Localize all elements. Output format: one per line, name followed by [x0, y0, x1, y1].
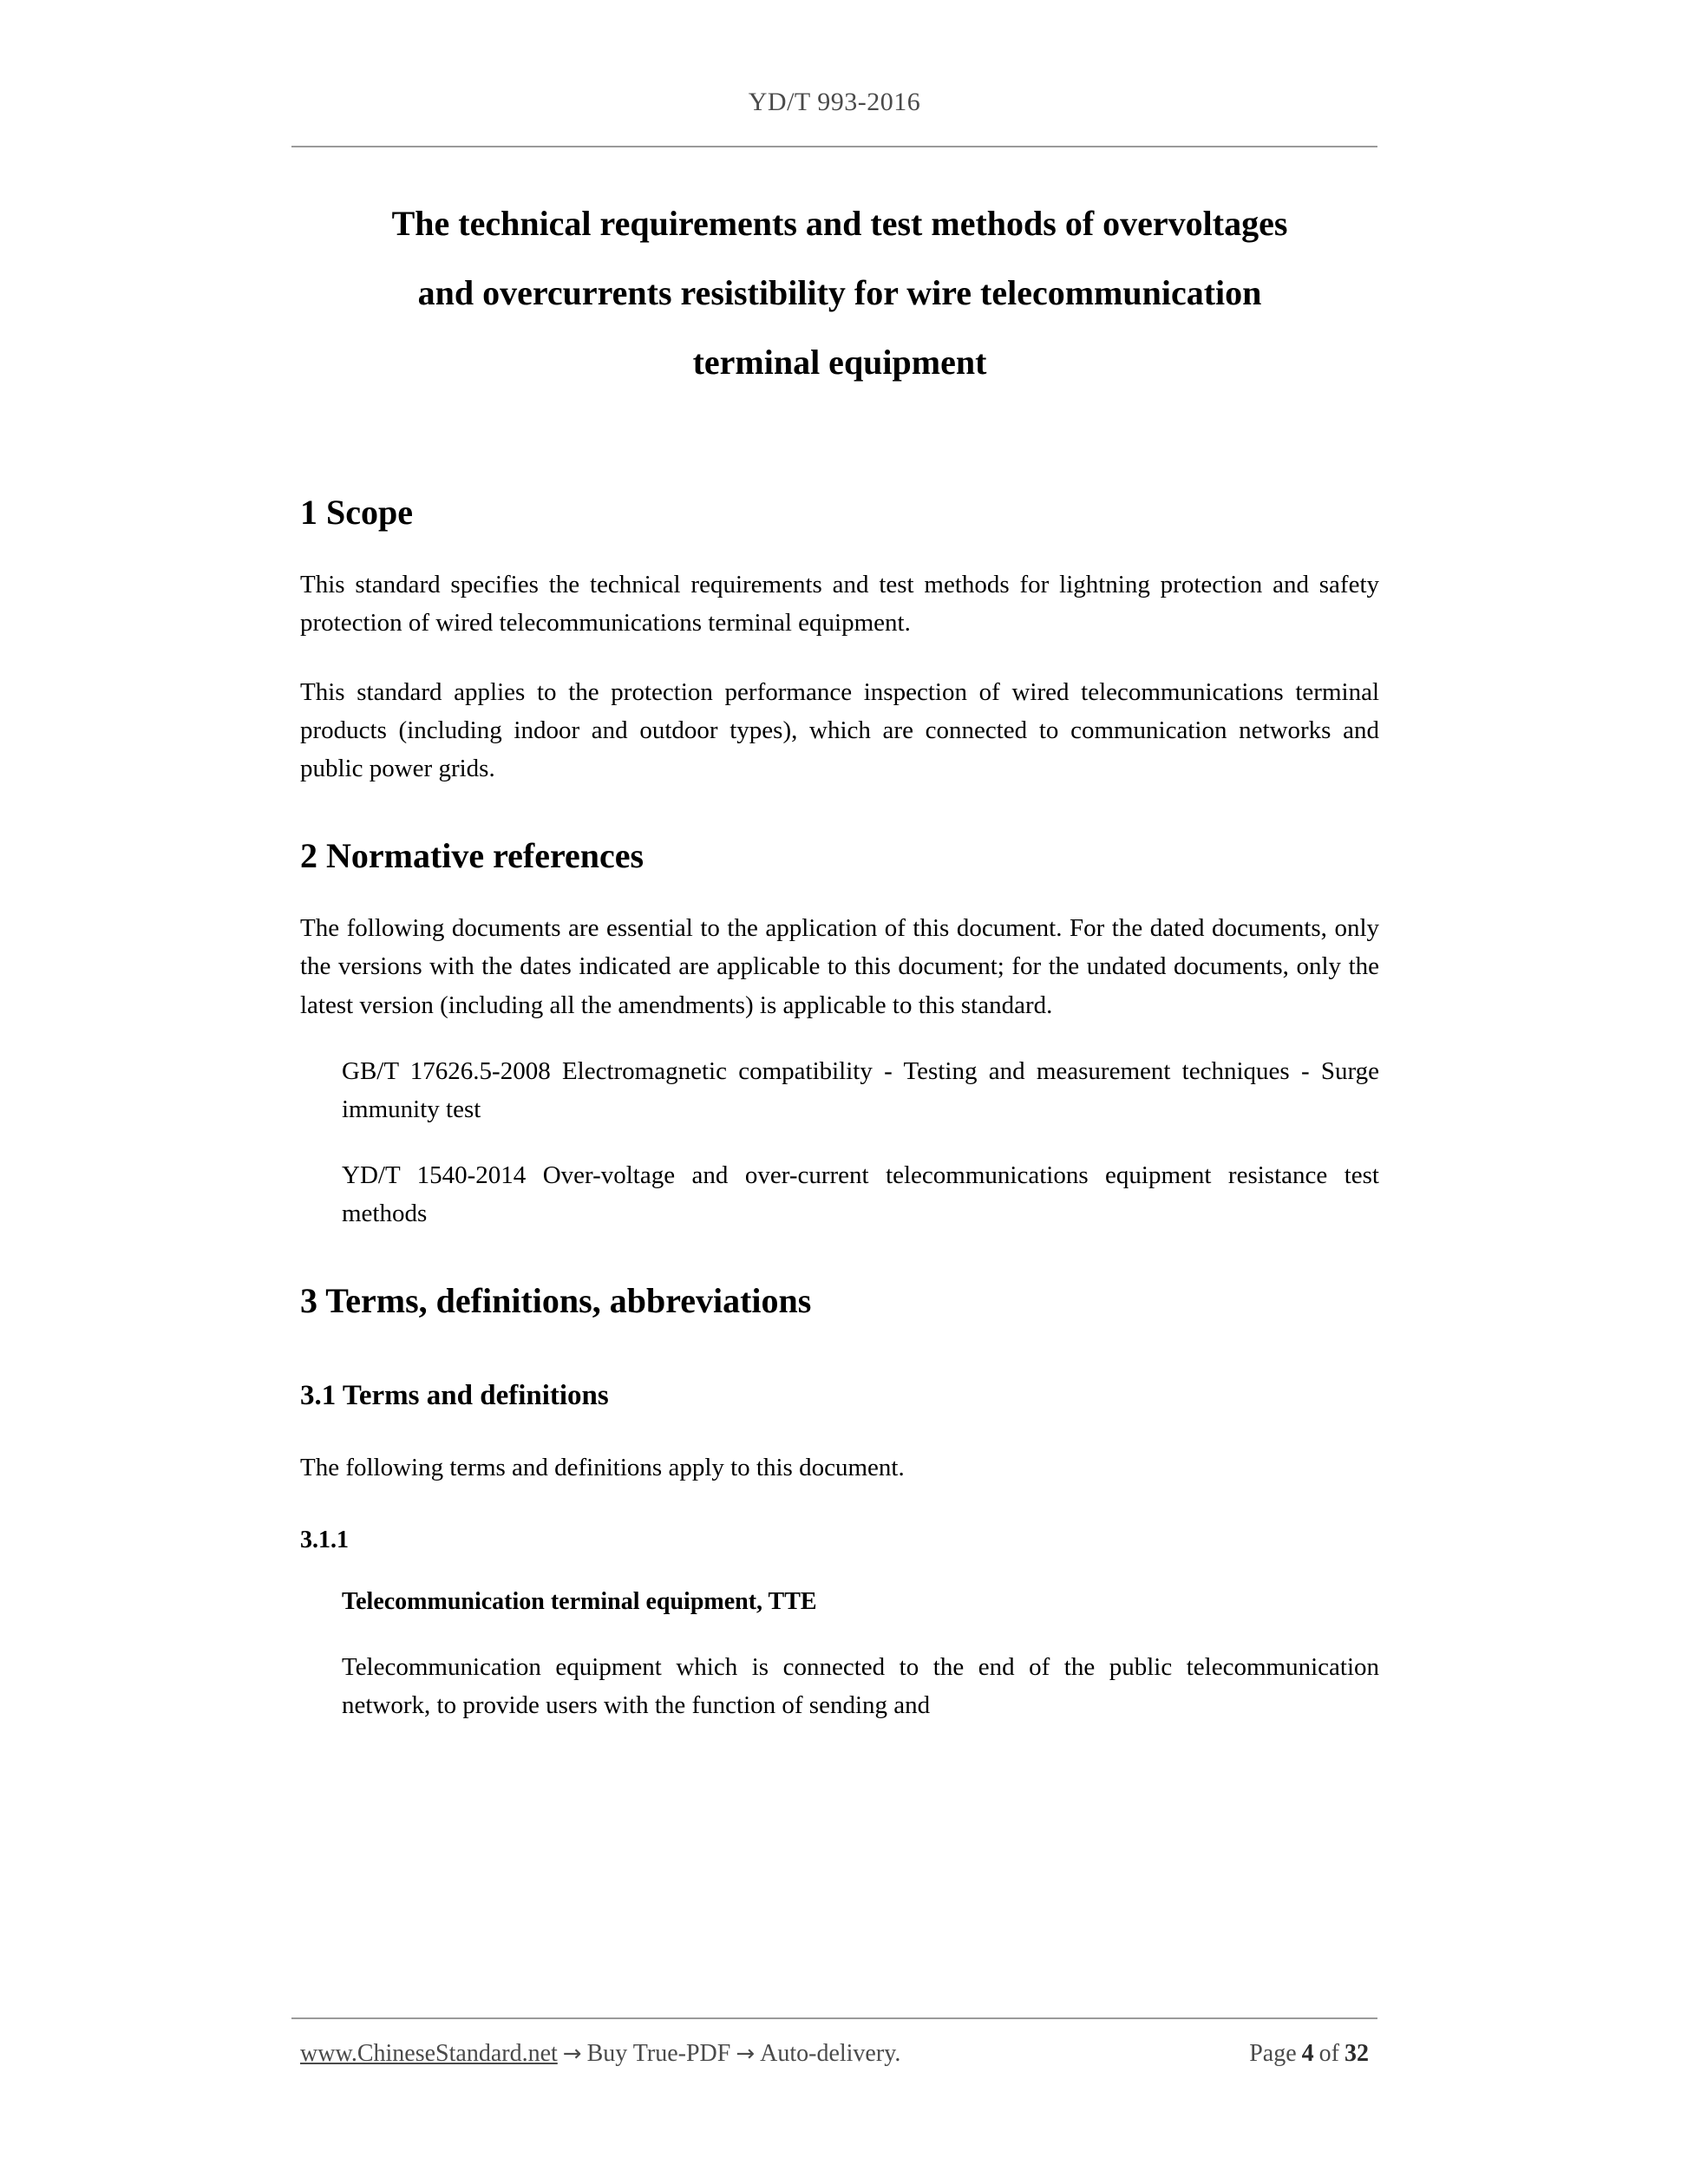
normative-intro: The following documents are essential to the application of this document. For the dated documents, only the versions with the dates indicated are applicable to this document; for the undated documents, only the latest version (including all the amendments) is applicable to this standard.	[300, 914, 1379, 1019]
arrow-right-icon-2: →	[736, 2041, 756, 2067]
normative-reference-2: YD/T 1540-2014 Over-voltage and over-current telecommunications equipment resistance test methods	[342, 1161, 1379, 1227]
page-label: Page	[1249, 2040, 1297, 2067]
scope-paragraph-2: This standard applies to the protection performance inspection of wired telecommunications terminal products (including indoor and outdoor types), which are connected to communication networks and public power grids.	[300, 678, 1379, 783]
standard-code: YD/T 993-2016	[748, 88, 921, 116]
title-line-2: and overcurrents resistibility for wire telecommunication	[417, 273, 1262, 312]
scope-paragraph-1: This standard specifies the technical requirements and test methods for lightning protection and safety protection of wired telecommunications terminal equipment.	[300, 571, 1379, 638]
heading-normative-references: 2 Normative references	[300, 836, 644, 876]
total-page-count: 32	[1345, 2040, 1369, 2067]
page-header	[291, 87, 1377, 118]
heading-terms-and-definitions: 3.1 Terms and definitions	[300, 1379, 609, 1411]
page-indicator	[1249, 2040, 1377, 2068]
document-content	[300, 189, 1379, 1724]
of-label: of	[1318, 2040, 1339, 2067]
clause-number-3-1-1: 3.1.1	[300, 1527, 349, 1554]
footer-buy-text: Buy True-PDF	[586, 2040, 731, 2067]
footer-divider	[291, 2017, 1377, 2019]
title-line-1: The technical requirements and test methods of overvoltages	[391, 204, 1288, 243]
heading-terms-definitions-abbreviations: 3 Terms, definitions, abbreviations	[300, 1280, 812, 1320]
arrow-right-icon-1: →	[562, 2041, 582, 2067]
current-page-number: 4	[1301, 2040, 1314, 2067]
header-divider	[291, 146, 1377, 147]
heading-scope: 1 Scope	[300, 493, 413, 532]
terms-intro: The following terms and definitions apply to this document.	[300, 1454, 905, 1482]
term-name-tte: Telecommunication terminal equipment, TTE	[342, 1588, 817, 1616]
footer-promo	[300, 2040, 900, 2068]
normative-reference-1: GB/T 17626.5-2008 Electromagnetic compatibility - Testing and measurement techniques - Surge immunity test	[342, 1056, 1379, 1123]
page-footer	[300, 2040, 1377, 2068]
document-title	[300, 189, 1379, 397]
footer-delivery-text: Auto-delivery.	[760, 2040, 901, 2067]
chinesestandard-link[interactable]: www.ChineseStandard.net	[300, 2040, 558, 2067]
title-line-3: terminal equipment	[692, 343, 987, 382]
term-definition-tte: Telecommunication equipment which is connected to the end of the public telecommunication network, to provide users with the function of sending and	[342, 1653, 1379, 1720]
